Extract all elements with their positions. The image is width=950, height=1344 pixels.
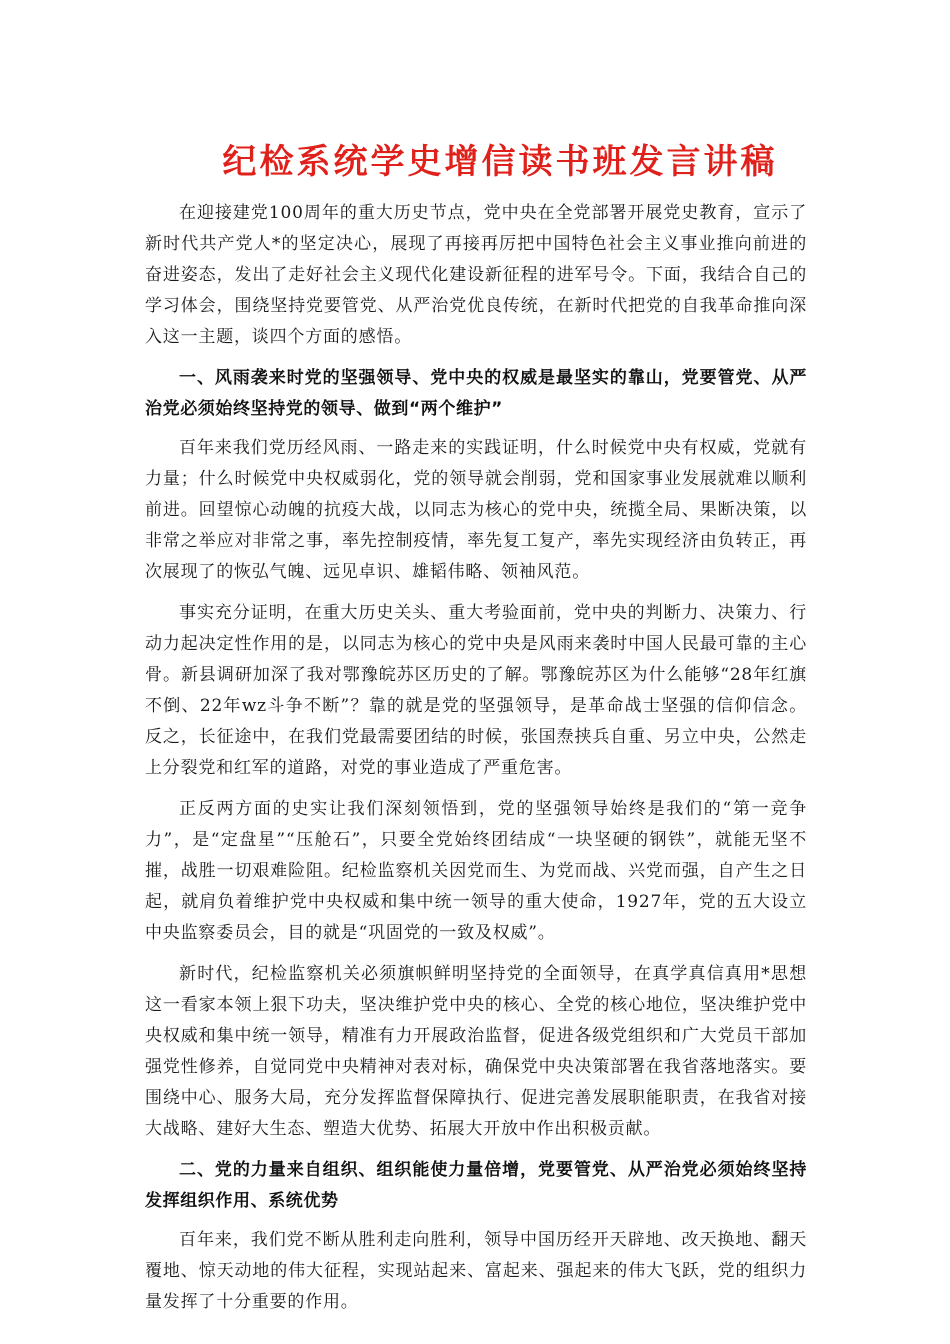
section-1-paragraph-3: 正反两方面的史实让我们深刻领悟到，党的坚强领导始终是我们的“第一竞争力”，是“定盘星”“压舱石”，只要全党始终团结成“一块坚硬的钢铁”，就能无坚不摧，战胜一切艰难险阻。纪检监察机关因党而生、为党而战、兴党而强，自产生之日起，就肩负着维护党中央权威和集中统一领导的重大使命，1927年，党的五大设立中央监察委员会，目的就是“巩固党的一致及权威”。: [145, 799, 807, 943]
section-1-heading: 一、风雨袭来时党的坚强领导、党中央的权威是最坚实的靠山，党要管党、从严治党必须始终坚持党的领导、做到“两个维护”: [145, 368, 807, 419]
section-2-heading: 二、党的力量来自组织、组织能使力量倍增，党要管党、从严治党必须始终坚持发挥组织作用、系统优势: [145, 1160, 807, 1211]
document-page: [145, 140, 807, 1328]
section-1-paragraph-4: 新时代，纪检监察机关必须旗帜鲜明坚持党的全面领导，在真学真信真用*思想这一看家本领上狠下功夫，坚决维护党中央的核心、全党的核心地位，坚决维护党中央权威和集中统一领导，精准有力开展政治监督，促进各级党组织和广大党员干部加强党性修养，自觉同党中央精神对表对标，确保党中央决策部署在我省落地落实。要围绕中心、服务大局，充分发挥监督保障执行、促进完善发展职能职责，在我省对接大战略、建好大生态、塑造大优势、拓展大开放中作出积极贡献。: [145, 964, 807, 1139]
document-title: 纪检系统学史增信读书班发言讲稿: [222, 142, 778, 182]
section-2-paragraph-1: 百年来，我们党不断从胜利走向胜利，领导中国历经开天辟地、改天换地、翻天覆地、惊天动地的伟大征程，实现站起来、富起来、强起来的伟大飞跃，党的组织力量发挥了十分重要的作用。: [145, 1230, 807, 1312]
intro-paragraph: 在迎接建党100周年的重大历史节点，党中央在全党部署开展党史教育，宣示了新时代共产党人*的坚定决心，展现了再接再厉把中国特色社会主义事业推向前进的奋进姿态，发出了走好社会主义现代化建设新征程的进军号令。下面，我结合自己的学习体会，围绕坚持党要管党、从严治党优良传统，在新时代把党的自我革命推向深入这一主题，谈四个方面的感悟。: [145, 203, 807, 347]
section-1-paragraph-1: 百年来我们党历经风雨、一路走来的实践证明，什么时候党中央有权威，党就有力量；什么时候党中央权威弱化，党的领导就会削弱，党和国家事业发展就难以顺利前进。回望惊心动魄的抗疫大战，以同志为核心的党中央，统揽全局、果断决策，以非常之举应对非常之事，率先控制疫情，率先复工复产，率先实现经济由负转正，再次展现了的恢弘气魄、远见卓识、雄韬伟略、领袖风范。: [145, 438, 807, 582]
section-1-paragraph-2: 事实充分证明，在重大历史关头、重大考验面前，党中央的判断力、决策力、行动力起决定性作用的是，以同志为核心的党中央是风雨来袭时中国人民最可靠的主心骨。新县调研加深了我对鄂豫皖苏区历史的了解。鄂豫皖苏区为什么能够“28年红旗不倒、22年wz斗争不断”？靠的就是党的坚强领导，是革命战士坚强的信仰信念。反之，长征途中，在我们党最需要团结的时候，张国焘挟兵自重、另立中央，公然走上分裂党和红军的道路，对党的事业造成了严重危害。: [145, 603, 807, 778]
